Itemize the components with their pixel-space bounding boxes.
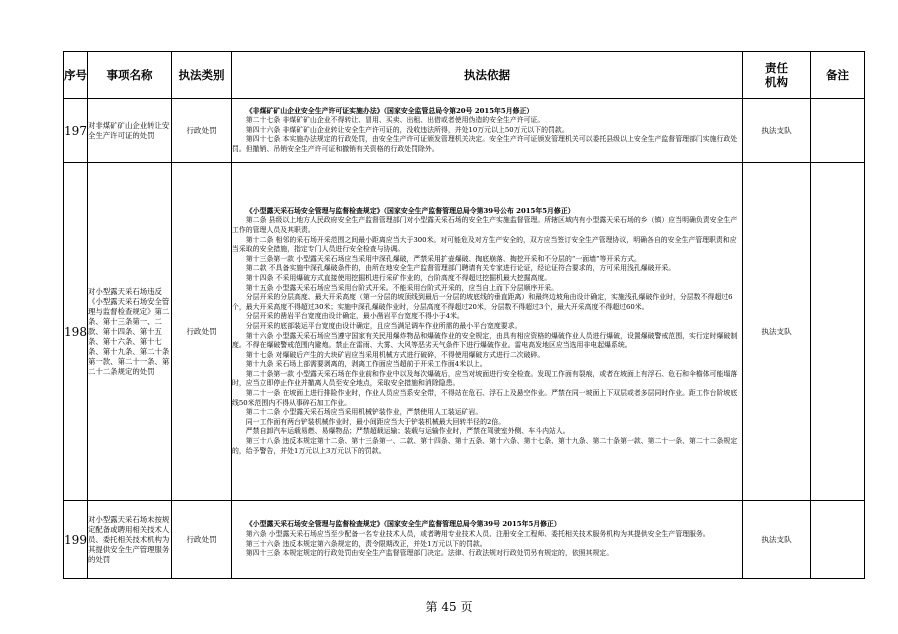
row-index: 198 [64, 163, 88, 501]
law-paragraph: 第十二条 相邻的采石场开采范围之间最小距离应当大于300米。对可能危及对方生产安全的，双方应当签订安全生产管理协议，明确各自的安全生产管理职责和应当采取的安全措施，指定专门人员进行安全检查与协调。 [232, 235, 737, 254]
row-index: 199 [64, 501, 88, 579]
law-paragraph: 第四十六条 非煤矿矿山企业转让安全生产许可证的，没收违法所得，并处10万元以上50万元以下的罚款。 [245, 125, 569, 134]
row-category: 行政处罚 [172, 163, 232, 501]
header-basis: 执法依据 [232, 52, 743, 99]
row-category: 行政处罚 [172, 501, 232, 579]
law-paragraph: 第十六条 小型露天采石场应当遵守国家有关民用爆炸物品和爆破作业的安全规定，由具有相应资格的爆破作业人员进行爆破，设置爆破警戒范围，实行定时爆破制度。不得在爆破警戒范围内避炮。禁止在雷雨、大雾、大风等恶劣天气条件下进行爆破作业。雷电高发地区应当选用非电起爆系统。 [232, 331, 738, 350]
law-paragraph: 分层开采的底部装运平台宽度由设计确定，且应当满足调车作业所需的最小平台宽度要求。 [245, 321, 522, 330]
law-paragraph: 第二十二条 小型露天采石场应当采用机械铲装作业，严禁使用人工装运矿岩。 [245, 408, 483, 417]
header-org-line1: 责任 [765, 61, 788, 75]
law-paragraph: 第十九条 采石场上部需要剥离的，剥离工作面应当超前于开采工作面4米以上。 [245, 360, 487, 369]
row-org: 执法支队 [743, 163, 811, 501]
law-paragraph: 同一工作面有两台铲装机械作业时，最小间距应当大于铲装机械最大回转半径的2倍。 [245, 417, 506, 426]
law-title: 《小型露天采石场安全管理与监督检查规定》（国家安全生产监督管理总局令第39号 2015年5月修正） [245, 520, 561, 529]
header-index: 序号 [64, 52, 88, 99]
row-name: 对小型露天采石场未按规定配备或聘用相关技术人员、委托相关技术机构为其提供安全生产管理服务的处罚 [88, 501, 172, 579]
law-paragraph: 第十五条 小型露天采石场应当采用台阶式开采。不能采用台阶式开采的，应当自上而下分层顺序开采。 [245, 283, 559, 292]
table-row [64, 99, 865, 163]
row-basis [232, 501, 743, 579]
law-paragraph: 第二十条第一款 小型露天采石场在作业前和作业中以及每次爆破后，应当对坡面进行安全检查。发现工作面有裂痕，或者在坡面上有浮石、危石和伞檐体可能塌落时，应当立即停止作业并撤离人员至安全地点，采取安全措施和消除隐患。 [232, 369, 738, 388]
header-note: 备注 [811, 52, 865, 99]
law-title: 《小型露天采石场安全管理与监督检查规定》（国家安全生产监督管理总局令第39号公布 2015年5月修正） [245, 206, 575, 215]
law-paragraph: 第二十一条 在坡面上进行排险作业时，作业人员应当系安全带，不得站在危石、浮石上及悬空作业。严禁在同一坡面上下双层或者多层同时作业。距工作台阶坡底线50米范围内不得从事碎石加工作业。 [232, 389, 738, 407]
law-paragraph: 分层开采的凿岩平台宽度由设计确定，最小凿岩平台宽度不得小于4米。 [245, 312, 464, 321]
law-enforcement-table [63, 51, 865, 579]
law-paragraph: 分层开采的分层高度、最大开采高度（第一分层的坡顶线到最后一分层的坡底线的垂直距离）和最终边坡角由设计确定，实施浅孔爆破作业时，分层数不得超过6个，最大开采高度不得超过30米；实施中深孔爆破作业时，分层高度不得超过20米，分层数不得超过3个，最大开采高度不得超过60米。 [232, 293, 733, 311]
law-paragraph: 第二条 县级以上地方人民政府安全生产监督管理部门对小型露天采石场的安全生产实施监督管理。所辖区域内有小型露天采石场的乡（镇）应当明确负责安全生产工作的管理人员及其职责。 [232, 216, 738, 234]
law-paragraph: 第三十八条 违反本规定第十二条、第十三条第一、二款、第十四条、第十五条、第十六条、第十七条、第十九条、第二十条第一款、第二十一条、第二十二条规定的，给予警告，并处1万元以上3万元以下的罚款。 [232, 437, 738, 455]
law-paragraph: 第二十七条 非煤矿矿山企业不得转让、冒用、买卖、出租、出借或者使用伪造的安全生产许可证。 [245, 116, 545, 125]
row-note [811, 163, 865, 501]
table-row [64, 501, 865, 579]
law-paragraph: 第十七条 对爆破后产生的大块矿岩应当采用机械方式进行破碎，不得使用爆破方式进行二次破碎。 [245, 350, 545, 359]
law-paragraph: 严禁自卸汽车运载易燃、易爆物品；严禁超载运输；装载与运输作业时，严禁在驾驶室外侧、车斗内站人。 [245, 427, 570, 436]
law-title: 《非煤矿矿山企业安全生产许可证实施办法》（国家安全监管总局令第20号 2015年5月修正） [245, 106, 534, 115]
row-basis [232, 99, 743, 163]
row-note [811, 501, 865, 579]
row-note [811, 99, 865, 163]
row-name: 对非煤矿矿山企业转让安全生产许可证的处罚 [88, 99, 172, 163]
table-header-row [64, 52, 865, 99]
law-paragraph: 第六条 小型露天采石场应当至少配备一名专业技术人员，或者聘用专业技术人员、注册安全工程师、委托相关技术服务机构为其提供安全生产管理服务。 [245, 529, 710, 538]
law-paragraph: 第十三条第一款 小型露天采石场应当采用中深孔爆破，严禁采用扩壶爆破、掏底崩落、掏挖开采和不分层的“一面墙”等开采方式。 [245, 254, 641, 263]
table-row [64, 163, 865, 501]
row-basis [232, 163, 743, 501]
law-paragraph: 第四十七条 本实施办法规定的行政处罚，由安全生产许可证颁发管理机关决定。安全生产许可证颁发管理机关可以委托县级以上安全生产监督管理部门实施行政处罚。但撤销、吊销安全生产许可证和撤销有关资格的行政处罚除外。 [232, 135, 738, 153]
row-category: 行政处罚 [172, 99, 232, 163]
row-org: 执法支队 [743, 501, 811, 579]
row-org: 执法支队 [743, 99, 811, 163]
header-category: 执法类别 [172, 52, 232, 99]
law-paragraph: 第三十六条 违反本规定第六条规定的，责令限期改正，并处1万元以下的罚款。 [245, 539, 487, 548]
law-paragraph: 第四十三条 本规定规定的行政处罚由安全生产监督管理部门决定。法律、行政法规对行政处罚另有规定的，依照其规定。 [245, 549, 614, 558]
header-org-line2: 机构 [765, 75, 788, 89]
header-org [743, 52, 811, 99]
row-name: 对小型露天采石场违反《小型露天采石场安全管理与监督检查规定》第二条、第十三条第一、二款、第十四条、第十五条、第十六条、第十七条、第十九条、第二十条第一款、第二十一条、第二十二条规定的处罚 [88, 163, 172, 501]
law-paragraph: 第二款 不具备实施中深孔爆破条件的，由所在地安全生产监督管理部门聘请有关专家进行论证，经论证符合要求的，方可采用浅孔爆破开采。 [245, 264, 676, 273]
page-number: 第 45 页 [425, 600, 473, 614]
law-paragraph: 第十四条 不采用爆破方式直接使用挖掘机进行采矿作业的，台阶高度不得超过挖掘机最大挖掘高度。 [245, 273, 552, 282]
header-name: 事项名称 [88, 52, 172, 99]
row-index: 197 [64, 99, 88, 163]
